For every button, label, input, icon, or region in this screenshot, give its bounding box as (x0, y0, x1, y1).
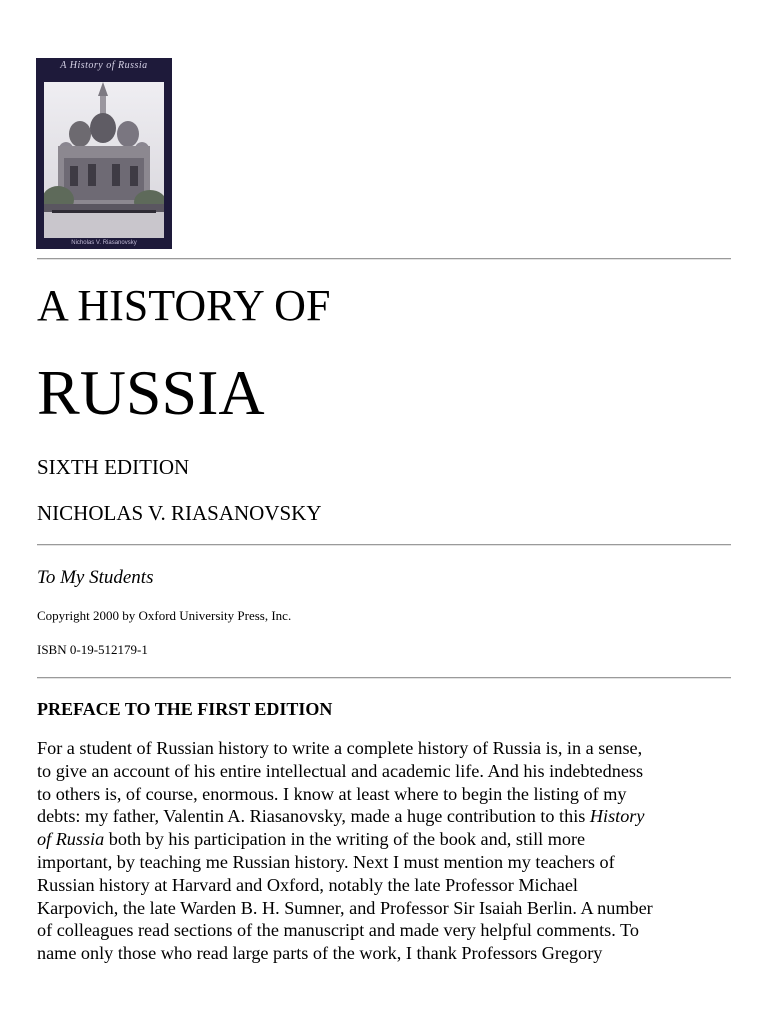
preface-text: both by his participation in the writing of the book and, still more (104, 829, 586, 850)
preface-line (37, 805, 737, 828)
horizontal-rule (37, 258, 731, 260)
preface-text: name only those who read large parts of the work, I thank Professors Gregory (37, 943, 603, 964)
preface-line (37, 897, 737, 920)
italic-book-title: of Russia (37, 829, 105, 850)
preface-text: to others is, of course, enormous. I know at least where to begin the listing of my (37, 783, 627, 804)
dedication: To My Students (37, 567, 154, 588)
preface-text: of colleagues read sections of the manuscript and made very helpful comments. To (37, 920, 639, 941)
preface-line (37, 942, 737, 965)
book-title-line-2: RUSSIA (37, 357, 265, 428)
horizontal-rule (37, 677, 731, 679)
preface-heading: PREFACE TO THE FIRST EDITION (37, 699, 333, 719)
preface-line (37, 783, 737, 806)
edition-label: SIXTH EDITION (37, 455, 190, 479)
cover-author: Nicholas V. Riasanovsky (71, 240, 137, 246)
preface-text: Karpovich, the late Warden B. H. Sumner, and Professor Sir Isaiah Berlin. A number (37, 897, 653, 918)
book-title-line-1: A HISTORY OF (37, 281, 331, 330)
cover-cathedral-illustration (44, 82, 164, 238)
preface-text: Russian history at Harvard and Oxford, notably the late Professor Michael (37, 874, 578, 895)
cathedral-illustration (44, 82, 164, 238)
preface-line (37, 851, 737, 874)
preface-line (37, 737, 737, 760)
preface-line (37, 919, 737, 942)
preface-line (37, 828, 737, 851)
author-name: NICHOLAS V. RIASANOVSKY (37, 501, 322, 525)
copyright-notice: Copyright 2000 by Oxford University Press, Inc. (37, 608, 292, 623)
horizontal-rule (37, 544, 731, 546)
preface-body (37, 737, 737, 965)
preface-text: to give an account of his entire intellectual and academic life. And his indebtedness (37, 760, 644, 781)
preface-text: For a student of Russian history to write a complete history of Russia is, in a sense, (37, 738, 643, 758)
cover-title: A History of Russia (60, 60, 148, 71)
preface-line (37, 760, 737, 783)
italic-book-title: History (589, 806, 645, 827)
preface-line (37, 874, 737, 897)
preface-text: debts: my father, Valentin A. Riasanovsky, made a huge contribution to this (37, 806, 590, 827)
book-cover-image (36, 58, 172, 249)
preface-text: important, by teaching me Russian history. Next I must mention my teachers of (37, 851, 615, 872)
isbn: ISBN 0-19-512179-1 (37, 642, 148, 657)
